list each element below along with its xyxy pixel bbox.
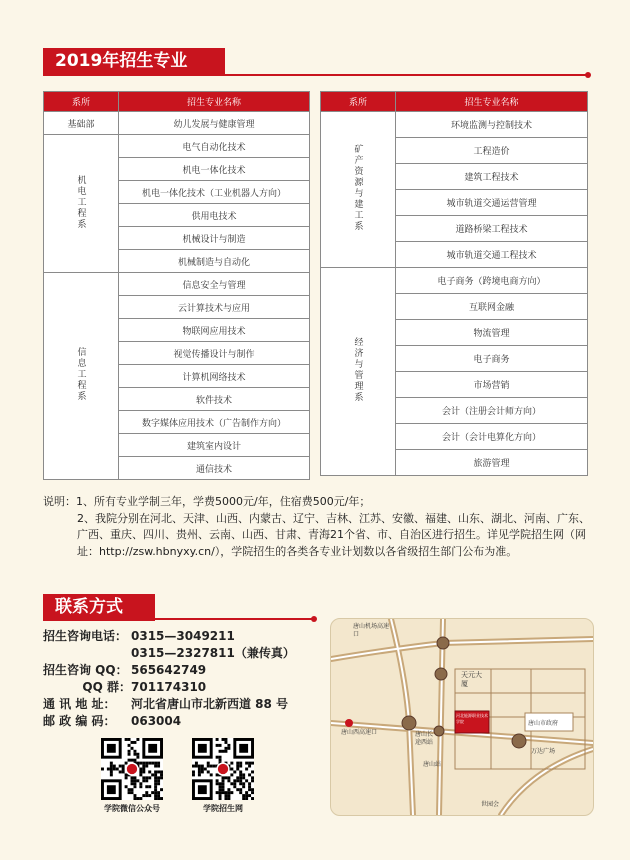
junction-3 (402, 716, 416, 730)
major-cell: 物联网应用技术 (119, 319, 310, 342)
major-cell: 机械设计与制造 (119, 227, 310, 250)
column-header-major: 招生专业名称 (119, 92, 310, 112)
site-qr-code[interactable] (192, 738, 254, 800)
section-heading-majors: 2019年招生专业 (43, 48, 225, 75)
map-label-west-exit: 唐山西高速口 (341, 729, 378, 736)
table-row (44, 112, 310, 135)
major-cell: 机电一体化技术 (119, 158, 310, 181)
junction-4 (512, 734, 526, 748)
major-cell: 环境监测与控制技术 (396, 112, 588, 138)
address-value: 河北省唐山市北新西道 88 号 (131, 697, 289, 711)
location-pin-icon (345, 719, 353, 727)
major-cell: 软件技术 (119, 388, 310, 411)
dept-cell (44, 273, 119, 480)
major-cell: 道路桥梁工程技术 (396, 216, 588, 242)
junction-2 (435, 668, 447, 680)
major-cell: 供用电技术 (119, 204, 310, 227)
major-cell: 机电一体化技术（工业机器人方向） (119, 181, 310, 204)
dept-label: 基础部 (67, 119, 95, 130)
column-header-dept: 系所 (321, 92, 396, 112)
dept-label: 经济与管理系 (352, 337, 363, 403)
major-cell: 电气自动化技术 (119, 135, 310, 158)
map-label-station: 唐山站 (423, 761, 442, 768)
wechat-qr-code[interactable] (101, 738, 163, 800)
dept-label: 机电工程系 (75, 174, 86, 230)
zip-label: 邮 政 编 码： (43, 714, 116, 728)
map-label-airport: 唐山机场高速口 (353, 623, 390, 638)
majors-table-left (43, 91, 310, 480)
road-curve (501, 749, 593, 815)
note-line-2: 2、我院分别在河北、天津、山西、内蒙古、辽宁、吉林、江苏、安徽、福建、山东、湖北、河南、广东、广西、重庆、四川、贵州、云南、山西、甘肃、青海21个省、市、自治区进行招生。详见学院招生网（网址：http://zsw.hbnyxy.cn/），学院招生的各类各专业计划数以各省级招生部门公布为准。 (77, 511, 590, 558)
phone-2: 0315—2327811（兼传真） (131, 646, 295, 660)
major-cell: 工程造价 (396, 138, 588, 164)
junction-1 (437, 637, 449, 649)
enrollment-notes (43, 494, 591, 560)
major-cell: 旅游管理 (396, 450, 588, 476)
major-cell: 互联网金融 (396, 294, 588, 320)
qq-number: 565642749 (131, 663, 207, 677)
column-header-major: 招生专业名称 (396, 92, 588, 112)
major-cell: 计算机网络技术 (119, 365, 310, 388)
table-row (44, 273, 310, 296)
zip-value: 063004 (131, 714, 182, 728)
note-line-1: 说明：1、所有专业学制三年，学费5000元/年，住宿费500元/年； (43, 495, 371, 508)
major-cell: 电子商务（跨境电商方向） (396, 268, 588, 294)
major-cell: 城市轨道交通运营管理 (396, 190, 588, 216)
location-map[interactable] (330, 618, 594, 816)
contact-heading-rule-dot (311, 616, 317, 622)
qq-group-number: 701174310 (131, 680, 207, 694)
qq-label: 招生咨询 QQ： (43, 663, 128, 677)
qq-group-label: QQ 群： (82, 680, 131, 694)
heading-rule (43, 74, 587, 76)
wechat-qr-caption: 学院微信公众号 (104, 804, 160, 813)
major-cell: 建筑室内设计 (119, 434, 310, 457)
table-row (321, 112, 588, 138)
map-label-wanda: 万达广场 (531, 748, 556, 755)
dept-cell (321, 268, 396, 476)
major-cell: 物流管理 (396, 320, 588, 346)
major-cell: 建筑工程技术 (396, 164, 588, 190)
column-header-dept: 系所 (44, 92, 119, 112)
majors-table-right (320, 91, 588, 476)
major-cell: 视觉传播设计与制作 (119, 342, 310, 365)
dept-cell (44, 135, 119, 273)
major-cell: 市场营销 (396, 372, 588, 398)
major-cell: 云计算技术与应用 (119, 296, 310, 319)
dept-label: 矿产资源与建工系 (352, 144, 363, 232)
dept-cell (321, 112, 396, 268)
heading-rule-dot (585, 72, 591, 78)
map-label-gov: 唐山市政府 (528, 720, 559, 727)
contact-heading-rule (43, 618, 313, 620)
address-label: 通 讯 地 址： (43, 697, 116, 711)
contact-info (43, 628, 295, 730)
major-cell: 幼儿发展与健康管理 (119, 112, 310, 135)
major-cell: 会计（注册会计师方向） (396, 398, 588, 424)
phone-1: 0315—3049211 (131, 629, 235, 643)
major-cell: 会计（会计电算化方向） (396, 424, 588, 450)
table-row (44, 135, 310, 158)
dept-cell (44, 112, 119, 135)
map-label-changdao: 唐山长途西站 (415, 731, 434, 746)
major-cell: 通信技术 (119, 457, 310, 480)
major-cell: 电子商务 (396, 346, 588, 372)
major-cell: 城市轨道交通工程技术 (396, 242, 588, 268)
dept-label: 信息工程系 (75, 347, 86, 402)
map-label-school: 河北能源职业技术学院 (456, 713, 488, 724)
map-label-tianyuan: 天元大厦 (461, 671, 482, 688)
site-qr-caption: 学院招生网 (203, 804, 243, 813)
major-cell: 信息安全与管理 (119, 273, 310, 296)
major-cell: 数字媒体应用技术（广告制作方向） (119, 411, 310, 434)
section-heading-contact: 联系方式 (43, 594, 155, 621)
table-row (321, 268, 588, 294)
major-cell: 机械制造与自动化 (119, 250, 310, 273)
phone-label: 招生咨询电话： (43, 629, 128, 643)
map-label-expo: 世园会 (481, 801, 500, 808)
